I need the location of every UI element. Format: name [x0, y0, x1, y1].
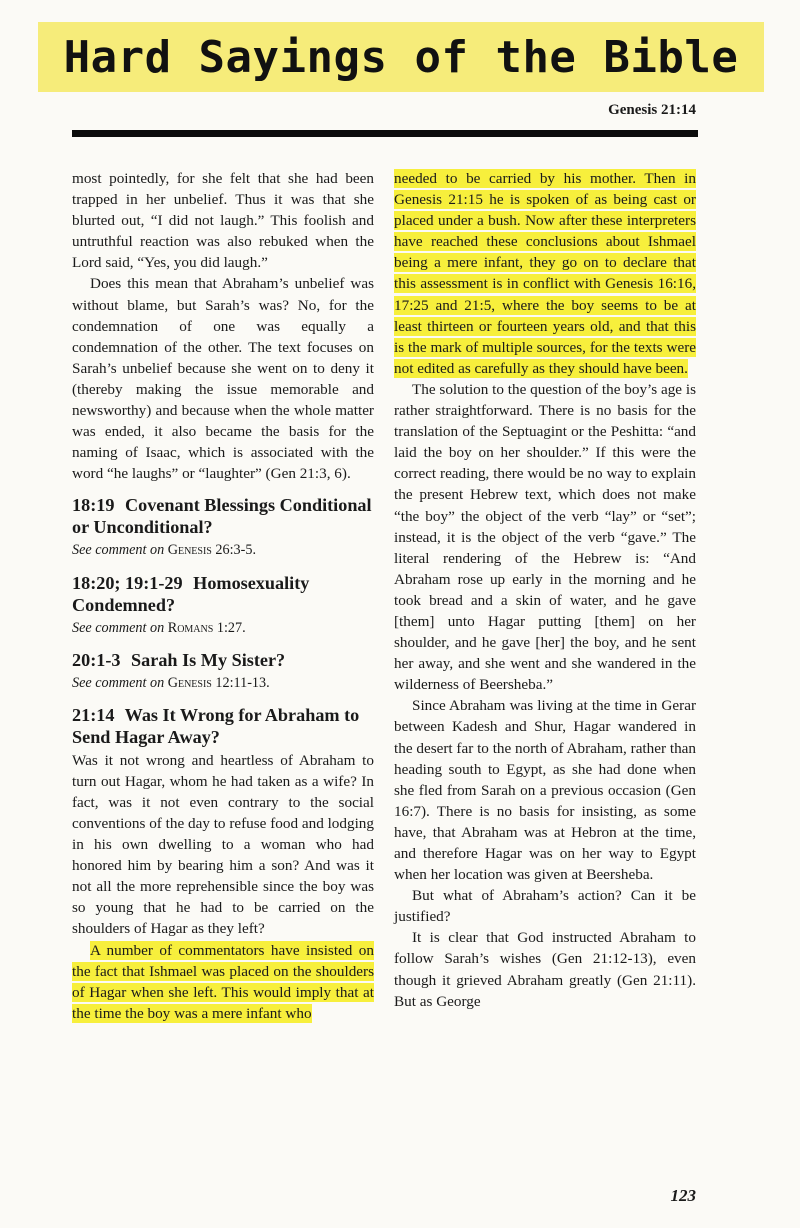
entry-title: Homosexuality Condemned?: [72, 572, 310, 615]
entry-heading: [72, 649, 374, 671]
intro-paragraph: most pointedly, for she felt that she had been trapped in her unbelief. Thus it was that she blurted out, “I did not laugh.” This foolish and untruthful reaction was also rebuked when the Lord said, “Yes, you did laugh.”: [72, 170, 374, 272]
main-entry-heading: [72, 704, 374, 748]
see-prefix: See comment on: [72, 542, 165, 559]
entry-title: Sarah Is My Sister?: [131, 649, 286, 670]
highlighted-paragraph: [394, 168, 696, 379]
see-ref: 1:27.: [216, 619, 246, 636]
cross-reference: [72, 673, 374, 694]
highlight-text: A number of commentators have insisted on the fact that Ishmael was placed on the shoulders of Hagar when she left. This would imply that at the time the boy was a mere infant who: [72, 941, 374, 1022]
entry-ref: 18:20; 19:1-29: [72, 572, 183, 593]
running-head: Genesis 21:14: [608, 102, 696, 118]
highlight-text: needed to be carried by his mother. Then in Genesis 21:15 he is spoken of as being cast or placed under a bush. Now after these interpreters have reached these conclusions about Ishmael being a mere infant, they go on to declare that this assessment is in conflict with Genesis 16:16, 17:25 and 21:5, where the boy seems to be at least thirteen or fourteen years old, and that this is the mark of multiple sources, for the texts were not edited as carefully as they should have been.: [394, 170, 696, 377]
highlighted-paragraph: [72, 940, 374, 1024]
entry-title: Was It Wrong for Abraham to Send Hagar Away?: [72, 704, 360, 747]
right-column: [394, 168, 696, 1012]
entry-title: Covenant Blessings Conditional or Unconditional?: [72, 495, 372, 538]
left-column: [72, 168, 374, 1024]
cross-reference: [72, 540, 374, 561]
body-paragraph: It is clear that God instructed Abraham to follow Sarah’s wishes (Gen 21:12-13), even though it grieved Abraham greatly (Gen 21:11). But as George: [394, 929, 696, 1010]
see-book: Genesis: [167, 542, 212, 559]
cross-reference: [72, 618, 374, 639]
see-prefix: See comment on: [72, 674, 165, 691]
banner-title: Hard Sayings of the Bible: [63, 31, 739, 83]
see-ref: 26:3-5.: [215, 542, 257, 559]
entry-ref: 20:1-3: [72, 649, 121, 670]
body-paragraph: The solution to the question of the boy’s age is rather straightforward. There is no basis for the translation of the Septuagint or the Peshitta: “and laid the boy on her shoulder.” If this were the correct reading, there would be no way to explain the present Hebrew text, which does not make “the boy” the object of the verb “lay” or “set”; instead, it is the object of the verb “gave.” The literal rendering of the Hebrew is: “And Abraham rose up early in the morning and he took bread and a skin of water, and he gave [them] unto Hagar putting [them] on her shoulder, and he gave [her] the boy, and he sent her away, and she went and she wandered in the wilderness of Beersheba.”: [394, 380, 696, 694]
entry-ref: 18:19: [72, 495, 115, 516]
intro-paragraph: Does this mean that Abraham’s unbelief was without blame, but Sarah’s was? No, for the condemnation of one was equally a condemnation of the other. The text focuses on Sarah’s unbelief because she went on to deny it (thereby making the issue memorable and newsworthy) and because when the whole matter was ended, it also became the basis for the naming of Isaac, which is associated with the word “he laughs” or “laughter” (Gen 21:3, 6).: [72, 275, 374, 483]
see-ref: 12:11-13.: [215, 674, 270, 691]
title-banner: [38, 22, 764, 92]
header-rule: [72, 130, 698, 137]
body-paragraph: Was it not wrong and heartless of Abraham to turn out Hagar, whom he had taken as a wife? In fact, was it not even contrary to the social conventions of the day to refuse food and lodging in his own dwelling to a woman who had honored him by bearing him a son? And was it not all the more reprehensible since the boy was so young that he had to be carried on the shoulders of Hagar as they left?: [72, 751, 374, 938]
page-number: 123: [670, 1186, 696, 1205]
body-paragraph: Since Abraham was living at the time in Gerar between Kadesh and Shur, Hagar wandered in the desert far to the north of Abraham, rather than heading south to Egypt, as she had done when she fled from Sarah on a previous occasion (Gen 16:7). There is no basis for insisting, as some have, that Abraham was at Hebron at the time, and therefore Hagar was on her way to Egypt when her location was given at Beersheba.: [394, 697, 696, 884]
see-book: Genesis: [167, 674, 212, 691]
entry-heading: [72, 494, 374, 538]
entry-heading: [72, 572, 374, 616]
see-book: Romans: [167, 619, 214, 636]
see-prefix: See comment on: [72, 619, 165, 636]
body-paragraph: But what of Abraham’s action? Can it be justified?: [394, 887, 696, 926]
entry-ref: 21:14: [72, 704, 115, 725]
